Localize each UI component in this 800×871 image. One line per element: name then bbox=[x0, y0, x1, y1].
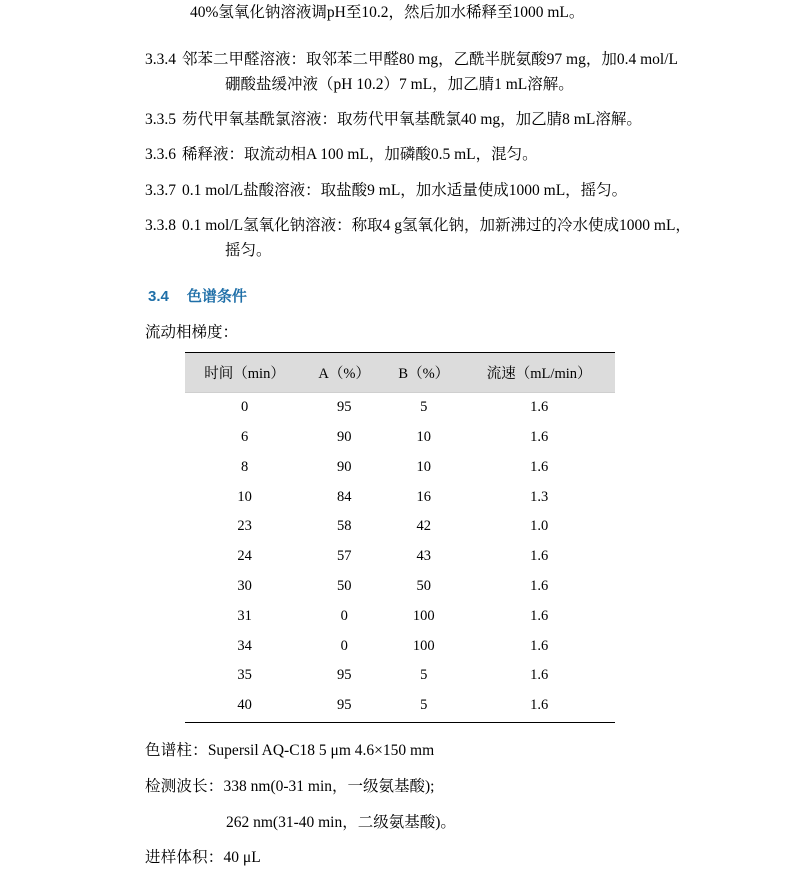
cell-time: 24 bbox=[237, 548, 252, 565]
cell-a: 58 bbox=[336, 518, 352, 535]
table-row bbox=[185, 572, 615, 602]
cell-b: 16 bbox=[416, 488, 432, 505]
table-header-row bbox=[185, 352, 615, 392]
item-text bbox=[182, 47, 712, 97]
table-row bbox=[185, 691, 615, 723]
cell-b: 42 bbox=[416, 518, 432, 535]
section-heading bbox=[0, 285, 800, 306]
cell-b: 5 bbox=[420, 667, 428, 684]
item-text: 稀释液：取流动相A 100 mL，加磷酸0.5 mL，混匀。 bbox=[182, 146, 538, 164]
cell-a: 95 bbox=[336, 667, 352, 684]
cell-a: 57 bbox=[336, 548, 352, 565]
item-line-2: 摇匀。 bbox=[225, 241, 272, 259]
parameter-label: 色谱柱： bbox=[145, 742, 208, 760]
item-number: 3.3.7 bbox=[145, 181, 176, 199]
table-lead-text: 流动相梯度： bbox=[145, 323, 239, 341]
cell-time: 8 bbox=[240, 458, 249, 475]
cell-flow: 1.3 bbox=[530, 488, 549, 505]
section-title: 色谱条件 bbox=[186, 287, 247, 305]
method-parameters bbox=[0, 739, 800, 871]
cell-a: 90 bbox=[336, 458, 352, 475]
table-row bbox=[185, 512, 615, 542]
item-number: 3.3.4 bbox=[145, 51, 176, 69]
cell-b: 10 bbox=[416, 458, 432, 475]
cell-flow: 1.6 bbox=[530, 458, 549, 475]
column-header-time: 时间（min） bbox=[185, 352, 304, 392]
list-item bbox=[145, 107, 712, 132]
table-row bbox=[185, 452, 615, 482]
intro-line: 40%氢氧化钠溶液调pH至10.2，然后加水稀释至1000 mL。 bbox=[190, 4, 585, 21]
cell-a: 50 bbox=[336, 577, 352, 594]
cell-flow: 1.6 bbox=[530, 429, 549, 446]
column-header-b: B（%） bbox=[384, 352, 463, 392]
list-item bbox=[145, 178, 712, 203]
cell-time: 31 bbox=[237, 607, 252, 624]
table-row bbox=[185, 482, 615, 512]
cell-time: 30 bbox=[237, 577, 252, 594]
numbered-items-list bbox=[0, 35, 800, 263]
section-number: 3.4 bbox=[148, 287, 169, 305]
cell-b: 10 bbox=[416, 429, 432, 446]
cell-b: 43 bbox=[416, 548, 432, 565]
parameter-label: 检测波长： bbox=[145, 777, 224, 795]
cell-flow: 1.6 bbox=[530, 577, 549, 594]
parameter-value: 338 nm(0-31 min，一级氨基酸); bbox=[223, 777, 435, 795]
cell-a: 95 bbox=[336, 399, 352, 416]
parameter-wavelength bbox=[145, 775, 800, 800]
cell-flow: 1.6 bbox=[530, 399, 549, 416]
table-row bbox=[185, 661, 615, 691]
parameter-value: 40 μL bbox=[223, 849, 261, 867]
cell-time: 23 bbox=[237, 518, 252, 535]
cell-b: 5 bbox=[384, 691, 463, 723]
item-number: 3.3.6 bbox=[145, 146, 176, 164]
cell-b: 100 bbox=[412, 637, 435, 654]
list-item bbox=[145, 47, 712, 97]
cell-flow: 1.6 bbox=[530, 607, 549, 624]
parameter-value: 262 nm(31-40 min，二级氨基酸)。 bbox=[226, 813, 456, 831]
parameter-wavelength-second bbox=[145, 811, 800, 836]
parameter-label: 进样体积： bbox=[145, 849, 224, 867]
cell-time: 0 bbox=[240, 399, 249, 416]
cell-b: 50 bbox=[416, 577, 432, 594]
cell-a: 95 bbox=[304, 691, 384, 723]
table-row bbox=[185, 542, 615, 572]
cell-time: 35 bbox=[237, 667, 252, 684]
cell-time: 40 bbox=[185, 691, 304, 723]
cell-a: 0 bbox=[340, 607, 348, 624]
gradient-table bbox=[185, 352, 615, 723]
column-header-flow: 流速（mL/min） bbox=[463, 352, 615, 392]
cell-time: 6 bbox=[240, 429, 249, 446]
item-number: 3.3.8 bbox=[145, 216, 176, 234]
item-line-2: 硼酸盐缓冲液（pH 10.2）7 mL，加乙腈1 mL溶解。 bbox=[225, 76, 574, 94]
table-row bbox=[185, 631, 615, 661]
cell-time: 34 bbox=[237, 637, 252, 654]
table-header bbox=[185, 352, 615, 392]
cell-flow: 1.6 bbox=[530, 637, 549, 654]
table-row bbox=[185, 601, 615, 631]
cell-flow: 1.6 bbox=[530, 548, 549, 565]
column-header-a: A（%） bbox=[304, 352, 384, 392]
item-line-1: 邻苯二甲醛溶液：取邻苯二甲醛80 mg，乙酰半胱氨酸97 mg，加0.4 mol/L bbox=[182, 51, 679, 69]
table-row bbox=[185, 392, 615, 422]
parameter-column bbox=[145, 739, 800, 764]
cell-flow: 1.0 bbox=[530, 518, 549, 535]
parameter-value: Supersil AQ-C18 5 μm 4.6×150 mm bbox=[207, 742, 435, 760]
cell-b: 5 bbox=[420, 399, 428, 416]
cell-time: 10 bbox=[237, 488, 252, 505]
item-line-1: 0.1 mol/L氢氧化钠溶液：称取4 g氢氧化钠，加新沸过的冷水使成1000 mL， bbox=[182, 216, 691, 234]
gradient-table-wrapper bbox=[0, 352, 800, 723]
table-body bbox=[185, 392, 615, 722]
cell-flow: 1.6 bbox=[463, 691, 615, 723]
cell-a: 90 bbox=[336, 429, 352, 446]
cell-a: 0 bbox=[340, 637, 348, 654]
parameter-injection-volume bbox=[145, 846, 800, 871]
item-text: 0.1 mol/L盐酸溶液：取盐酸9 mL，加水适量使成1000 mL，摇匀。 bbox=[182, 181, 628, 199]
cell-flow: 1.6 bbox=[530, 667, 549, 684]
item-text bbox=[182, 213, 712, 263]
item-text: 芴代甲氧基酰氯溶液：取芴代甲氧基酰氯40 mg，加乙腈8 mL溶解。 bbox=[182, 111, 642, 129]
cell-a: 84 bbox=[336, 488, 352, 505]
list-item bbox=[145, 142, 712, 167]
list-item bbox=[145, 213, 712, 263]
item-number: 3.3.5 bbox=[145, 111, 176, 129]
table-row bbox=[185, 423, 615, 453]
cell-b: 100 bbox=[412, 607, 435, 624]
